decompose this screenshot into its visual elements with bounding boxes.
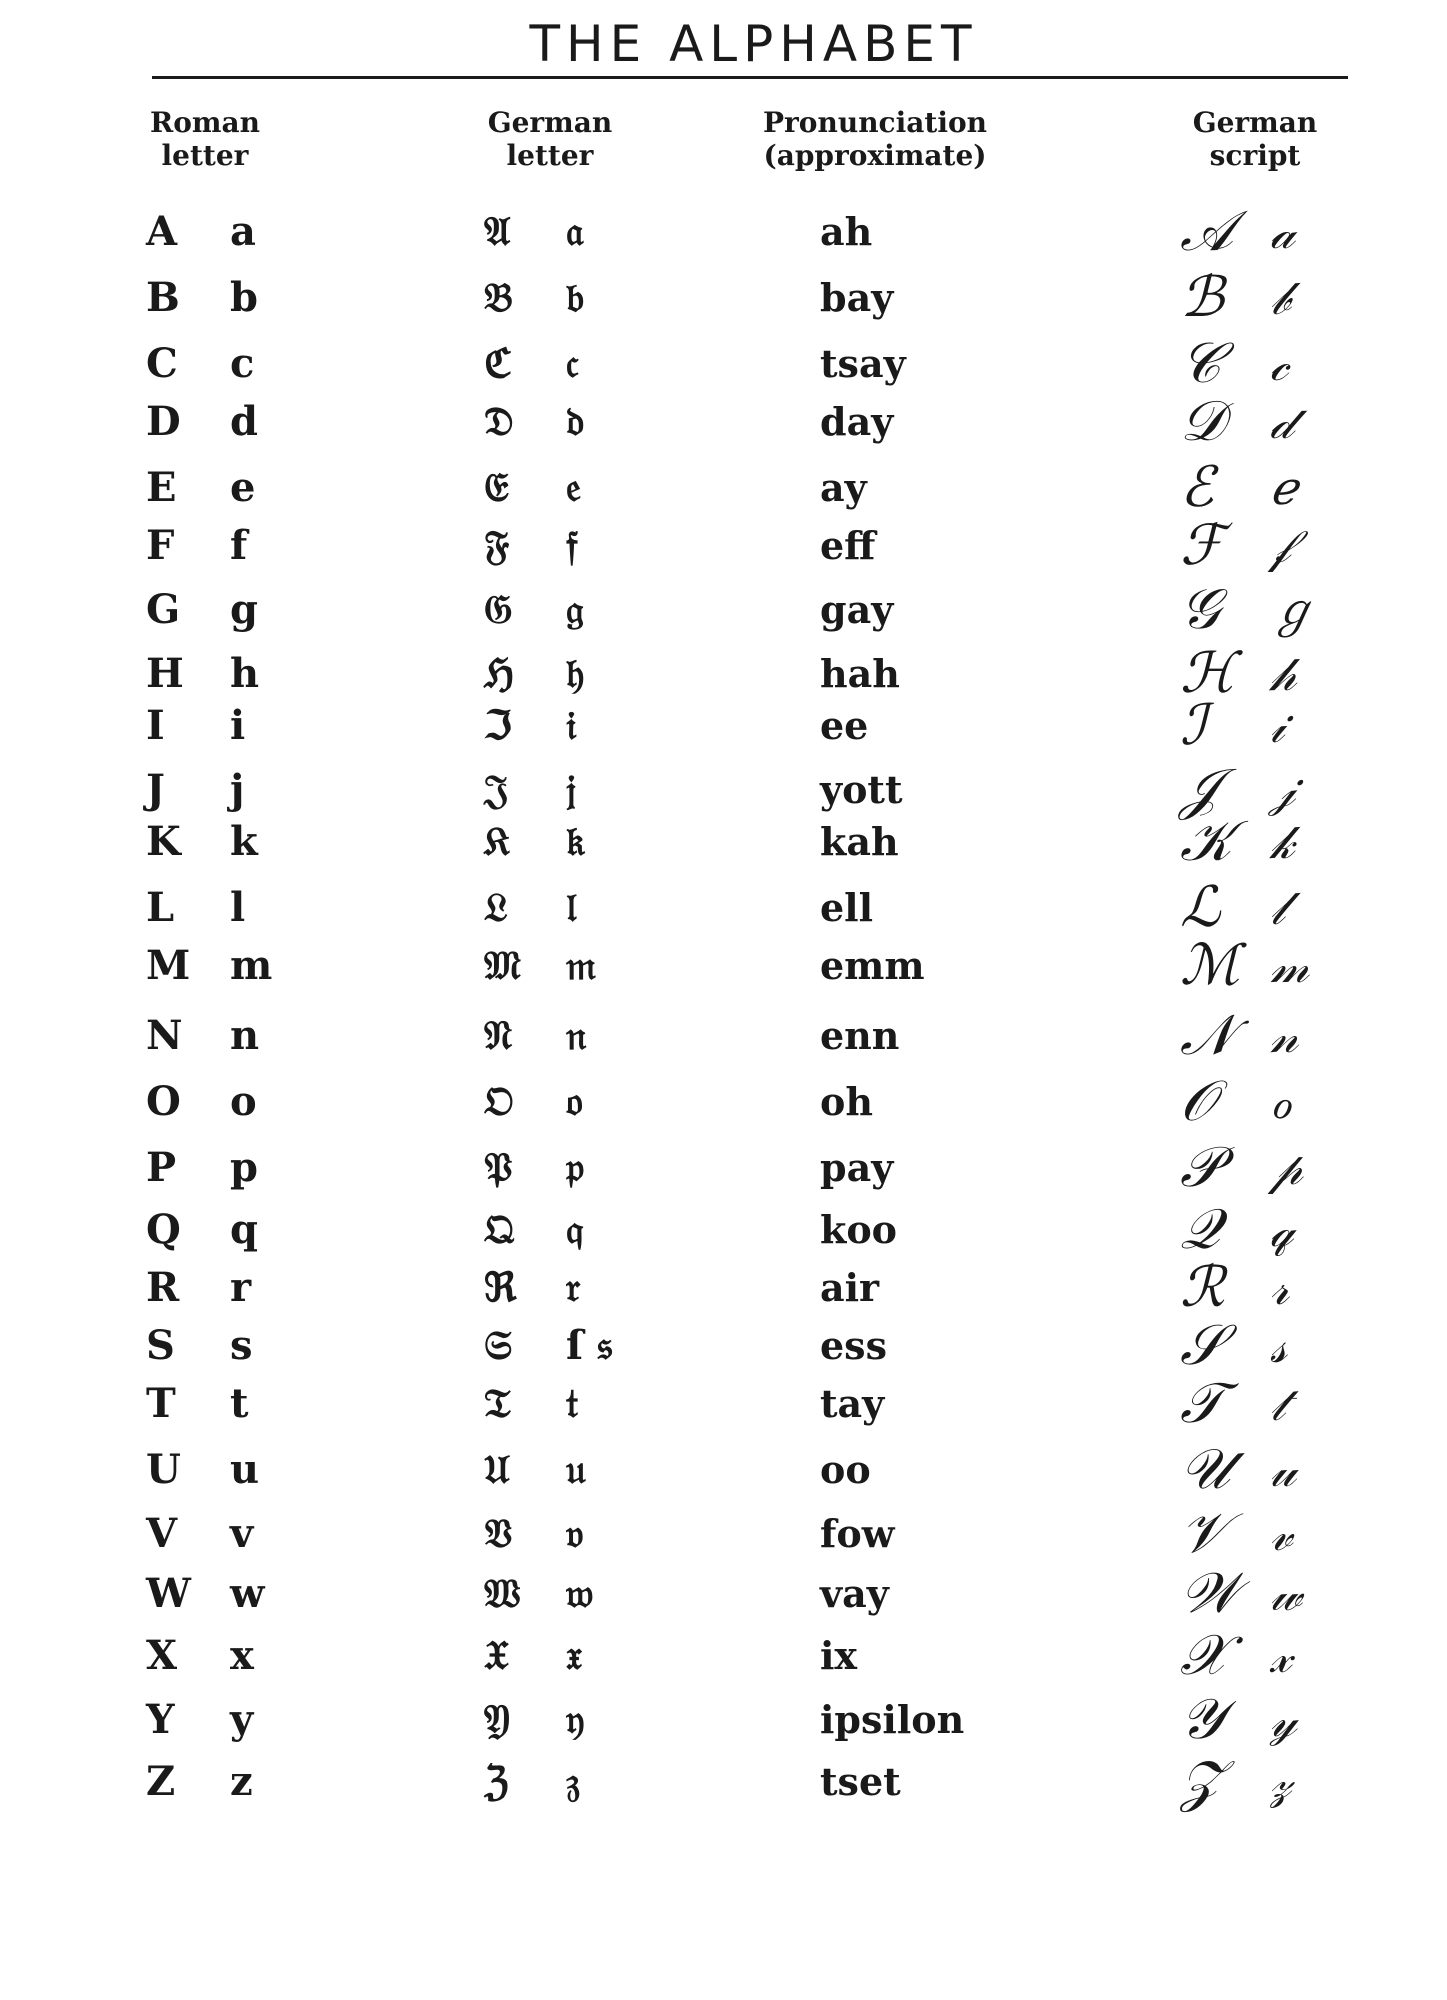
- script-lowercase: 𝒸: [1270, 337, 1289, 391]
- roman-lowercase: s: [230, 1322, 253, 1369]
- pronunciation: ix: [820, 1633, 858, 1678]
- roman-uppercase: P: [146, 1144, 177, 1191]
- script-uppercase: 𝒢: [1180, 577, 1220, 642]
- header-roman-letter: [120, 106, 290, 172]
- script-uppercase: 𝒦: [1180, 809, 1233, 874]
- script-uppercase: 𝒞: [1180, 331, 1221, 396]
- roman-lowercase: h: [230, 650, 260, 697]
- german-uppercase: 𝔄: [484, 208, 511, 255]
- roman-lowercase: c: [230, 340, 255, 387]
- german-lowercase: 𝔪: [566, 942, 597, 989]
- roman-uppercase: L: [146, 884, 175, 931]
- header-pronunciation-line-2: (approximate): [763, 139, 987, 172]
- script-lowercase: 𝓊: [1270, 1443, 1296, 1497]
- letter-row: [0, 1371, 1447, 1436]
- german-uppercase: ℨ: [484, 1758, 509, 1805]
- roman-lowercase: f: [230, 522, 248, 569]
- letter-row: [0, 1135, 1447, 1200]
- german-uppercase: 𝔎: [484, 818, 511, 865]
- header-script-line-1: German: [1192, 106, 1318, 139]
- roman-uppercase: Z: [146, 1758, 176, 1805]
- german-lowercase: 𝔶: [566, 1696, 585, 1743]
- letter-row: [0, 1623, 1447, 1688]
- script-lowercase: 𝓏: [1270, 1755, 1292, 1809]
- roman-uppercase: U: [146, 1446, 181, 1493]
- letter-row: [0, 1561, 1447, 1626]
- german-uppercase: 𝔜: [484, 1696, 511, 1743]
- letter-row: [0, 1003, 1447, 1068]
- pronunciation: emm: [820, 943, 925, 988]
- script-lowercase: ℊ: [1270, 583, 1316, 637]
- script-lowercase: 𝓍: [1270, 1629, 1292, 1683]
- script-uppercase: 𝒫: [1180, 1135, 1221, 1200]
- german-uppercase: 𝔒: [484, 1078, 514, 1125]
- roman-lowercase: q: [230, 1206, 258, 1253]
- roman-uppercase: O: [146, 1078, 181, 1125]
- german-uppercase: ℜ: [484, 1264, 517, 1311]
- german-lowercase: 𝔩: [566, 884, 577, 931]
- roman-lowercase: k: [230, 818, 258, 865]
- letter-row: [0, 693, 1447, 758]
- script-lowercase: 𝓀: [1270, 815, 1295, 869]
- german-lowercase: 𝔡: [566, 398, 585, 445]
- letter-row: [0, 1069, 1447, 1134]
- german-lowercase: 𝔲: [566, 1446, 586, 1493]
- german-lowercase: 𝔭: [566, 1144, 585, 1191]
- script-uppercase: 𝒳: [1180, 1623, 1229, 1688]
- german-lowercase: 𝔵: [566, 1632, 583, 1679]
- script-lowercase: 𝓉: [1270, 1377, 1286, 1431]
- german-uppercase: ℭ: [484, 340, 513, 387]
- roman-uppercase: F: [146, 522, 175, 569]
- letter-row: [0, 1501, 1447, 1566]
- pronunciation: tset: [820, 1759, 901, 1804]
- roman-uppercase: E: [146, 464, 177, 511]
- german-lowercase: 𝔨: [566, 818, 585, 865]
- german-uppercase: ℑ: [484, 702, 512, 749]
- pronunciation: tay: [820, 1381, 885, 1426]
- pronunciation: fow: [820, 1511, 895, 1556]
- script-lowercase: 𝒷: [1270, 271, 1290, 325]
- roman-uppercase: K: [146, 818, 181, 865]
- letter-row: [0, 875, 1447, 940]
- roman-lowercase: p: [230, 1144, 258, 1191]
- script-uppercase: ℰ: [1180, 455, 1214, 520]
- german-uppercase: 𝔓: [484, 1144, 513, 1191]
- header-pronunciation: [745, 106, 1005, 172]
- german-lowercase: 𝔴: [566, 1570, 594, 1617]
- script-uppercase: 𝒯: [1180, 1371, 1223, 1436]
- script-uppercase: 𝒜: [1180, 199, 1233, 264]
- header-pronunciation-line-1: Pronunciation: [763, 106, 987, 139]
- roman-lowercase: m: [230, 942, 273, 989]
- german-uppercase: 𝔐: [484, 942, 521, 989]
- pronunciation: eff: [820, 523, 876, 568]
- script-uppercase: 𝒵: [1180, 1749, 1223, 1814]
- german-uppercase: 𝔙: [484, 1510, 512, 1557]
- german-uppercase: 𝔏: [484, 884, 508, 931]
- script-lowercase: ℴ: [1270, 1075, 1292, 1129]
- roman-uppercase: H: [146, 650, 184, 697]
- pronunciation: ah: [820, 209, 873, 254]
- roman-uppercase: V: [146, 1510, 178, 1557]
- german-uppercase: 𝔊: [484, 586, 513, 633]
- letter-row: [0, 265, 1447, 330]
- script-uppercase: ℐ: [1180, 693, 1207, 758]
- german-lowercase: 𝔮: [566, 1206, 584, 1253]
- roman-uppercase: I: [146, 702, 165, 749]
- script-uppercase: ℱ: [1180, 513, 1225, 578]
- pronunciation: day: [820, 399, 894, 444]
- title-rule: [152, 76, 1348, 79]
- header-script-line-2: script: [1209, 139, 1301, 172]
- roman-lowercase: l: [230, 884, 246, 931]
- roman-uppercase: Q: [146, 1206, 181, 1253]
- german-uppercase: ℌ: [484, 650, 515, 697]
- german-lowercase: 𝔱: [566, 1380, 579, 1427]
- roman-lowercase: y: [230, 1696, 254, 1743]
- pronunciation: koo: [820, 1207, 898, 1252]
- german-uppercase: 𝔅: [484, 274, 513, 321]
- german-uppercase: 𝔘: [484, 1446, 510, 1493]
- german-uppercase: 𝔇: [484, 398, 514, 445]
- script-lowercase: 𝓌: [1270, 1567, 1302, 1621]
- roman-uppercase: A: [146, 208, 178, 255]
- letter-row: [0, 513, 1447, 578]
- header-german-letter: [465, 106, 635, 172]
- roman-uppercase: C: [146, 340, 178, 387]
- pronunciation: vay: [820, 1571, 889, 1616]
- script-uppercase: 𝒪: [1180, 1069, 1216, 1134]
- roman-lowercase: d: [230, 398, 258, 445]
- roman-lowercase: w: [230, 1570, 265, 1617]
- roman-uppercase: T: [146, 1380, 176, 1427]
- german-lowercase: 𝔷: [566, 1758, 581, 1805]
- roman-lowercase: a: [230, 208, 256, 255]
- roman-lowercase: o: [230, 1078, 257, 1125]
- roman-lowercase: i: [230, 702, 246, 749]
- roman-lowercase: g: [230, 586, 258, 633]
- german-uppercase: 𝔚: [484, 1570, 521, 1617]
- script-lowercase: 𝓁: [1270, 881, 1286, 935]
- script-lowercase: 𝓈: [1270, 1319, 1287, 1373]
- roman-uppercase: X: [146, 1632, 178, 1679]
- script-lowercase: 𝓅: [1270, 1141, 1303, 1195]
- pronunciation: gay: [820, 587, 894, 632]
- german-uppercase: 𝔛: [484, 1632, 509, 1679]
- script-uppercase: ℋ: [1180, 641, 1236, 706]
- letter-row: [0, 577, 1447, 642]
- script-uppercase: 𝒟: [1180, 389, 1225, 454]
- script-lowercase: 𝓂: [1270, 939, 1310, 993]
- german-uppercase: 𝔔: [484, 1206, 514, 1253]
- header-german-script: [1170, 106, 1340, 172]
- pronunciation: bay: [820, 275, 894, 320]
- letter-row: [0, 389, 1447, 454]
- script-uppercase: ℳ: [1180, 933, 1240, 998]
- roman-uppercase: R: [146, 1264, 180, 1311]
- letter-row: [0, 1687, 1447, 1752]
- letter-row: [0, 455, 1447, 520]
- german-lowercase: 𝔧: [566, 766, 577, 813]
- german-lowercase: 𝔥: [566, 650, 585, 697]
- script-uppercase: 𝒮: [1180, 1313, 1224, 1378]
- pronunciation: ell: [820, 885, 874, 930]
- pronunciation: oo: [820, 1447, 871, 1492]
- header-german-line-2: letter: [506, 139, 594, 172]
- script-lowercase: 𝓃: [1270, 1009, 1299, 1063]
- pronunciation: tsay: [820, 341, 906, 386]
- german-lowercase: 𝔬: [566, 1078, 583, 1125]
- pronunciation: kah: [820, 819, 899, 864]
- german-lowercase: 𝔯: [566, 1264, 581, 1311]
- german-lowercase: 𝔦: [566, 702, 577, 749]
- header-roman-line-1: Roman: [149, 106, 261, 139]
- german-lowercase: 𝔠: [566, 340, 579, 387]
- roman-lowercase: j: [230, 766, 245, 813]
- header-german-line-1: German: [487, 106, 613, 139]
- roman-lowercase: z: [230, 1758, 253, 1805]
- german-lowercase: 𝔣: [566, 522, 578, 569]
- script-lowercase: 𝒿: [1270, 763, 1296, 817]
- script-uppercase: 𝒴: [1180, 1687, 1224, 1752]
- header-roman-line-2: letter: [161, 139, 249, 172]
- roman-lowercase: e: [230, 464, 256, 511]
- roman-uppercase: M: [146, 942, 191, 989]
- roman-lowercase: r: [230, 1264, 252, 1311]
- page-title: THE ALPHABET: [529, 15, 978, 73]
- script-lowercase: 𝒹: [1270, 395, 1294, 449]
- letter-row: [0, 1749, 1447, 1814]
- script-uppercase: ℒ: [1180, 875, 1221, 940]
- letter-row: [0, 933, 1447, 998]
- roman-lowercase: v: [230, 1510, 254, 1557]
- german-uppercase: 𝔍: [484, 766, 509, 813]
- roman-lowercase: u: [230, 1446, 260, 1493]
- script-uppercase: 𝒥: [1180, 757, 1219, 822]
- script-lowercase: 𝓋: [1270, 1507, 1293, 1561]
- script-uppercase: 𝒲: [1180, 1561, 1239, 1626]
- letter-row: [0, 809, 1447, 874]
- german-lowercase: 𝔫: [566, 1012, 587, 1059]
- german-lowercase: 𝔢: [566, 464, 581, 511]
- german-lowercase: 𝔞: [566, 208, 584, 255]
- roman-lowercase: n: [230, 1012, 260, 1059]
- german-uppercase: 𝔗: [484, 1380, 511, 1427]
- pronunciation: ay: [820, 465, 867, 510]
- script-lowercase: 𝒻: [1270, 519, 1291, 573]
- german-uppercase: 𝔖: [484, 1322, 513, 1369]
- roman-uppercase: S: [146, 1322, 175, 1369]
- roman-uppercase: D: [146, 398, 181, 445]
- pronunciation: ee: [820, 703, 869, 748]
- letter-row: [0, 1313, 1447, 1378]
- script-uppercase: ℬ: [1180, 265, 1225, 330]
- script-lowercase: 𝒾: [1270, 699, 1285, 753]
- roman-uppercase: B: [146, 274, 180, 321]
- pronunciation: ipsilon: [820, 1697, 965, 1742]
- pronunciation: ess: [820, 1323, 887, 1368]
- script-lowercase: 𝓎: [1270, 1693, 1297, 1747]
- script-uppercase: 𝒩: [1180, 1003, 1234, 1068]
- letter-row: [0, 1437, 1447, 1502]
- letter-row: [0, 199, 1447, 264]
- roman-lowercase: t: [230, 1380, 249, 1427]
- german-uppercase: 𝔉: [484, 522, 510, 569]
- script-uppercase: ℛ: [1180, 1255, 1225, 1320]
- roman-uppercase: J: [146, 766, 165, 813]
- roman-lowercase: x: [230, 1632, 254, 1679]
- roman-lowercase: b: [230, 274, 258, 321]
- pronunciation: hah: [820, 651, 900, 696]
- german-uppercase: 𝔑: [484, 1012, 513, 1059]
- letter-row: [0, 331, 1447, 396]
- roman-uppercase: Y: [146, 1696, 175, 1743]
- script-lowercase: 𝓆: [1270, 1203, 1294, 1257]
- script-lowercase: 𝒽: [1270, 647, 1297, 701]
- pronunciation: yott: [820, 767, 903, 812]
- script-uppercase: 𝒬: [1180, 1197, 1221, 1262]
- german-uppercase: 𝔈: [484, 464, 509, 511]
- roman-uppercase: G: [146, 586, 181, 633]
- letter-row: [0, 1255, 1447, 1320]
- roman-uppercase: N: [146, 1012, 183, 1059]
- letter-row: [0, 641, 1447, 706]
- script-uppercase: 𝒰: [1180, 1437, 1231, 1502]
- pronunciation: oh: [820, 1079, 873, 1124]
- german-lowercase: ſ 𝔰: [566, 1322, 613, 1369]
- script-lowercase: 𝒶: [1270, 205, 1296, 259]
- german-lowercase: 𝔳: [566, 1510, 584, 1557]
- pronunciation: air: [820, 1265, 880, 1310]
- german-lowercase: 𝔟: [566, 274, 585, 321]
- script-lowercase: ℯ: [1270, 461, 1298, 515]
- script-lowercase: 𝓇: [1270, 1261, 1290, 1315]
- german-lowercase: 𝔤: [566, 586, 584, 633]
- pronunciation: pay: [820, 1145, 894, 1190]
- script-uppercase: 𝒱: [1180, 1501, 1227, 1566]
- pronunciation: enn: [820, 1013, 900, 1058]
- letter-row: [0, 1197, 1447, 1262]
- roman-uppercase: W: [146, 1570, 191, 1617]
